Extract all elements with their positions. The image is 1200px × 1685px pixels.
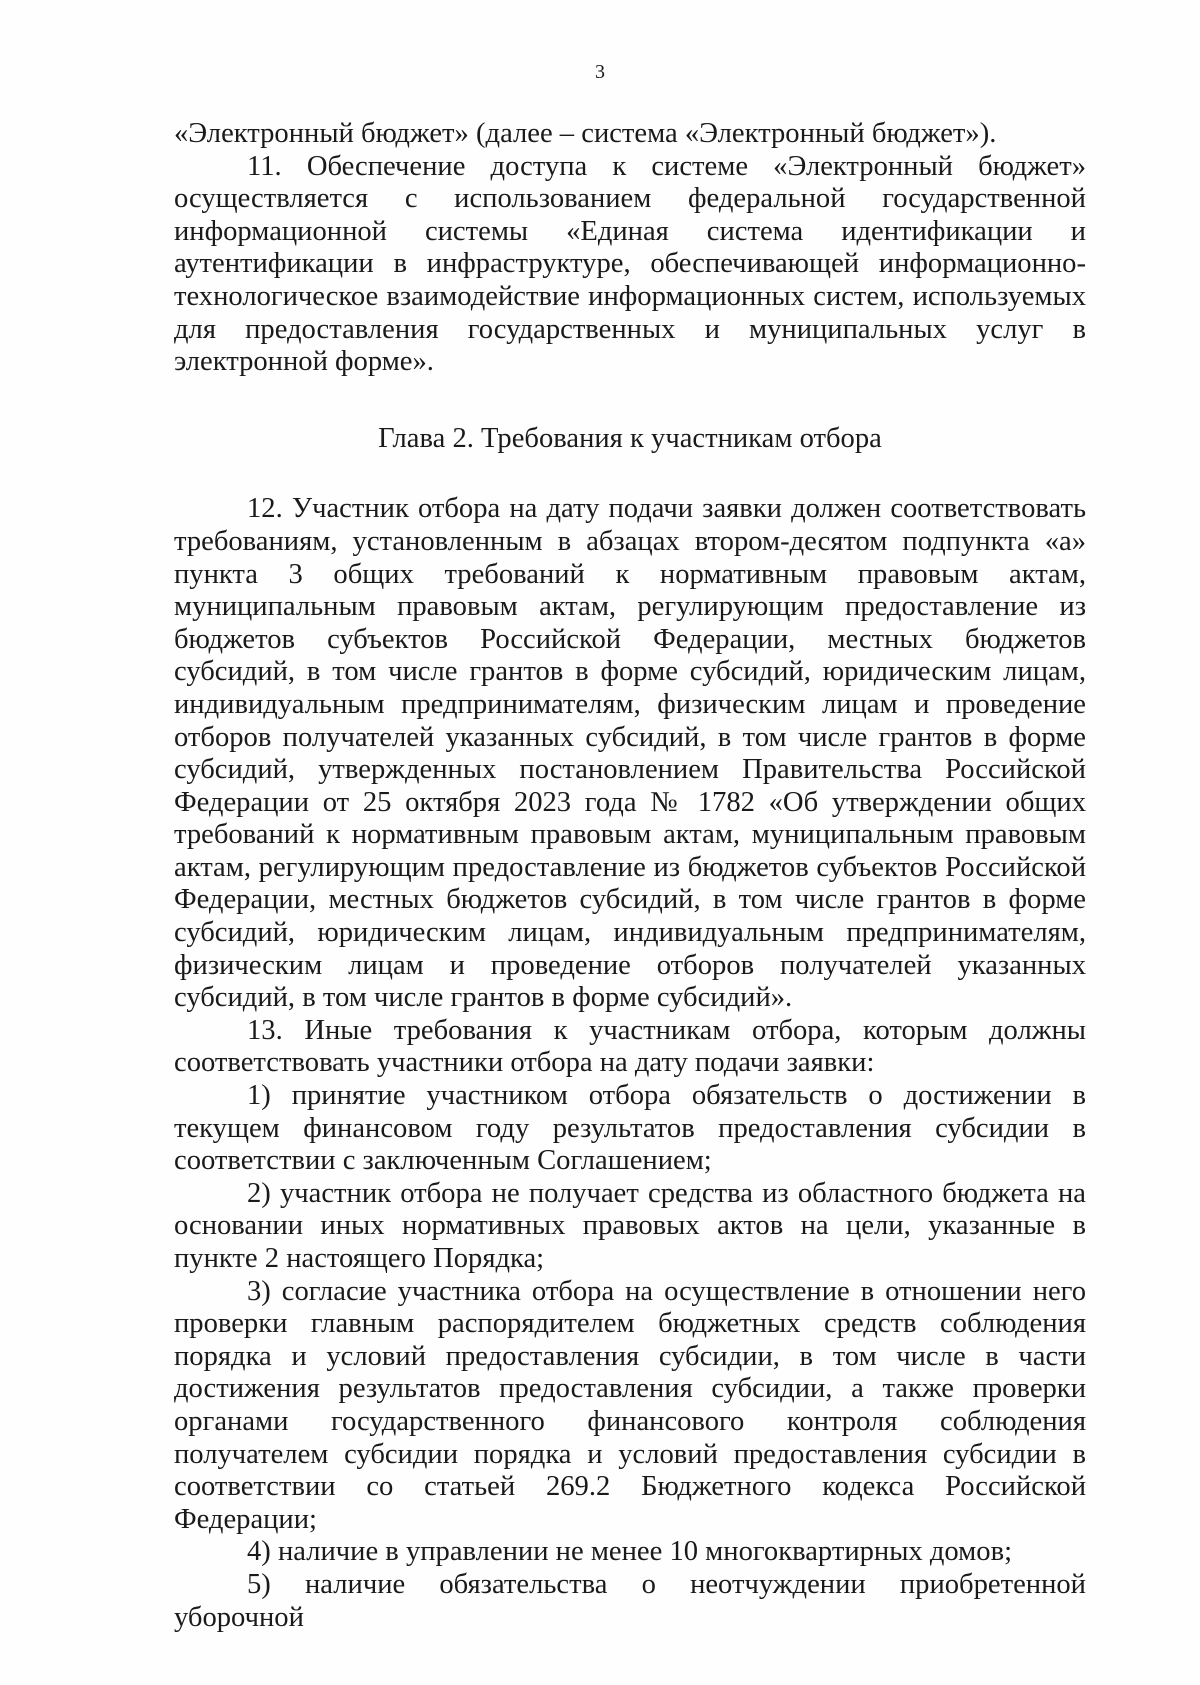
paragraph-continuation: «Электронный бюджет» (далее – система «Электронный бюджет»). bbox=[174, 118, 997, 149]
list-item-2: 2) участник отбора не получает средства из областного бюджета на основании иных нормативных правовых актов на цели, указанные в пункте 2 настоящего Порядка; bbox=[174, 1177, 1086, 1274]
paragraph-12: 12. Участник отбора на дату подачи заявки должен соответствовать требованиям, установленным в абзацах втором-десятом подпункта «а» пункта 3 общих требований к нормативным правовым актам, муниципальным правовым актам, регулирующим предоставление из бюджетов субъектов Российской Федерации, местных бюджетов субсидий, в том числе грантов в форме субсидий, юридическим лицам, индивидуальным предпринимателям, физическим лицам и проведение отборов получателей указанных субсидий, в том числе грантов в форме субсидий, утвержденных постановлением Правительства Российской Федерации от 25 октября 2023 года № 1782 «Об утверждении общих требований к нормативным правовым актам, муниципальным правовым актам, регулирующим предоставление из бюджетов субъектов Российской Федерации, местных бюджетов субсидий, в том числе грантов в форме субсидий, юридическим лицам, индивидуальным предпринимателям, физическим лицам и проведение отборов получателей указанных субсидий, в том числе грантов в форме субсидий». bbox=[174, 493, 1086, 1014]
page-number: 3 bbox=[595, 61, 605, 83]
chapter-heading: Глава 2. Требования к участникам отбора bbox=[378, 422, 882, 454]
list-item-5: 5) наличие обязательства о неотчуждении приобретенной уборочной bbox=[174, 1568, 1086, 1633]
paragraph-13: 13. Иные требования к участникам отбора, которым должны соответствовать участники отбора на дату подачи заявки: bbox=[174, 1014, 1086, 1079]
list-item-3: 3) согласие участника отбора на осуществление в отношении него проверки главным распорядителем бюджетных средств соблюдения порядка и условий предоставления субсидии, в том числе в части достижения результатов предоставления субсидии, а также проверки органами государственного финансового контроля соблюдения получателем субсидии порядка и условий предоставления субсидии в соответствии со статьей 269.2 Бюджетного кодекса Российской Федерации; bbox=[174, 1275, 1086, 1535]
document-body bbox=[174, 118, 1086, 1634]
list-item-1: 1) принятие участником отбора обязательств о достижении в текущем финансовом году результатов предоставления субсидии в соответствии с заключенным Соглашением; bbox=[174, 1080, 1086, 1177]
list-item-4: 4) наличие в управлении не менее 10 многоквартирных домов; bbox=[247, 1536, 1013, 1568]
paragraph-11: 11. Обеспечение доступа к системе «Электронный бюджет» осуществляется с использованием федеральной государственной информационной системы «Единая система идентификации и аутентификации в инфраструктуре, обеспечивающей информационно-технологическое взаимодействие информационных систем, используемых для предоставления государственных и муниципальных услуг в электронной форме». bbox=[174, 150, 1086, 378]
